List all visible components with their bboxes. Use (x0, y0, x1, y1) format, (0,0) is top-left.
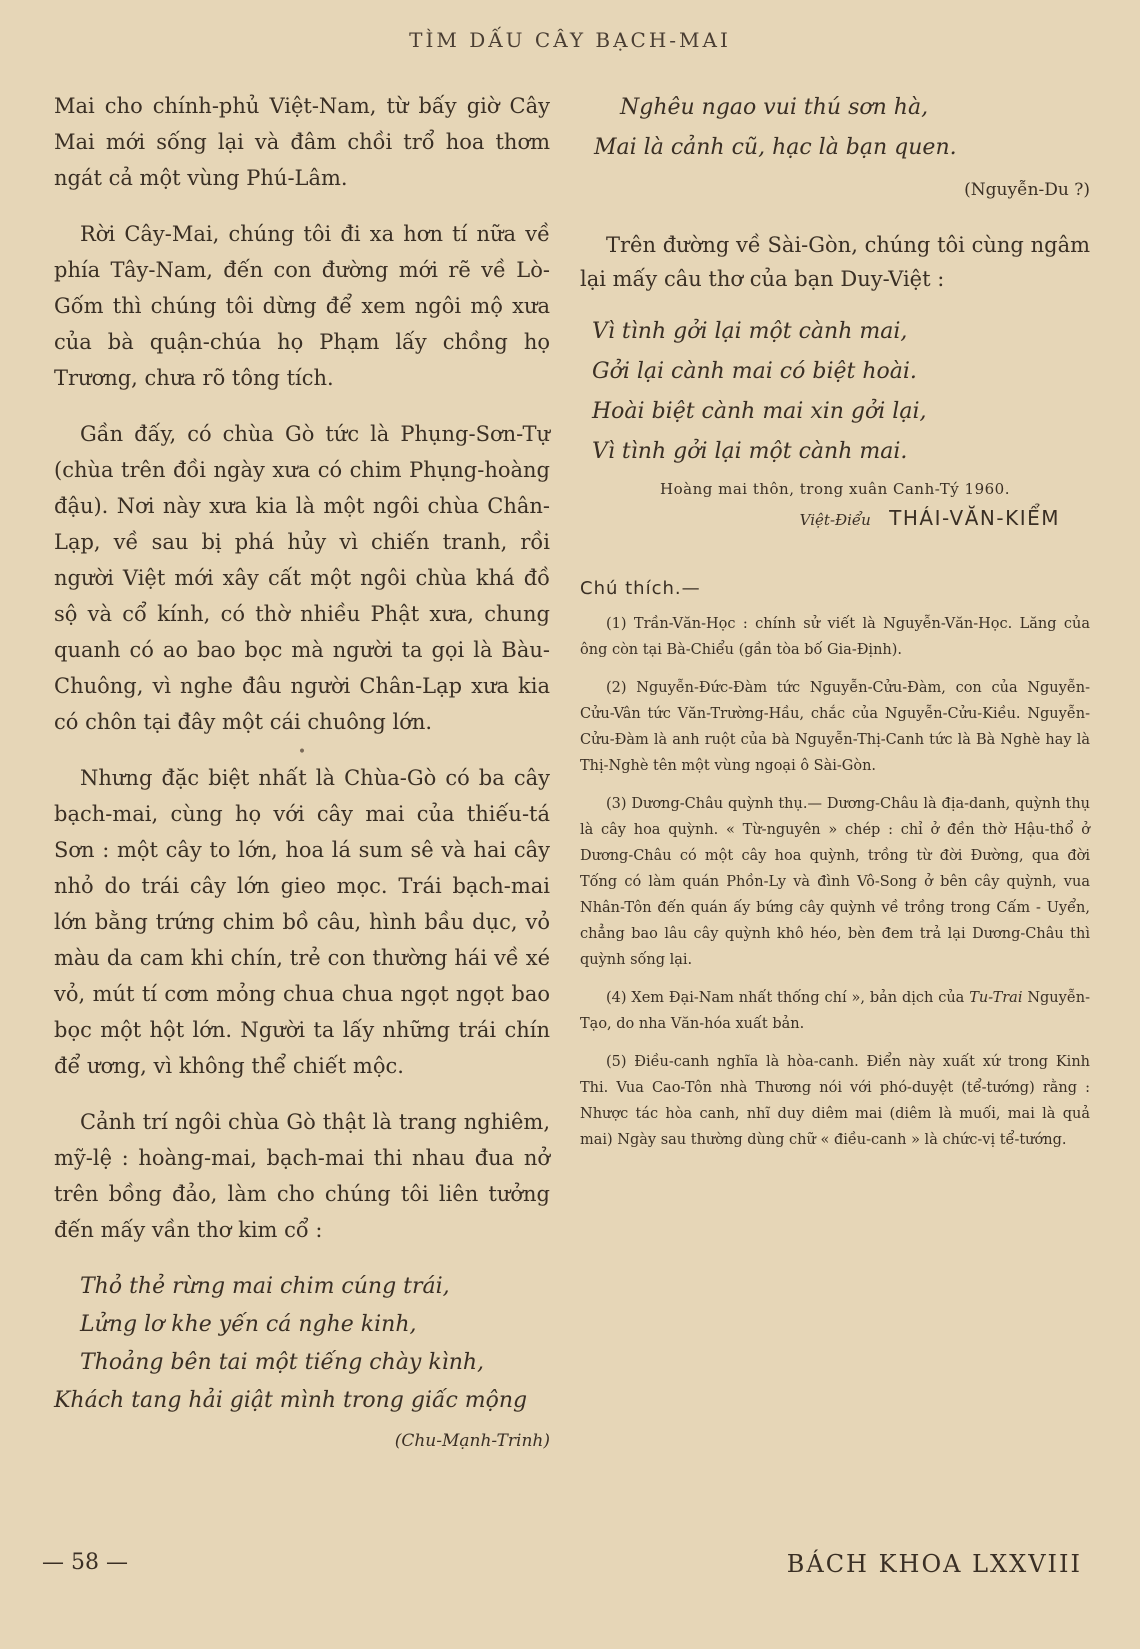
author-signature (580, 506, 1060, 530)
page-number: — 58 — (42, 1550, 128, 1575)
notes-heading: Chú thích.— (580, 578, 701, 599)
pen-name: Việt-Điểu (799, 511, 871, 529)
separator-dot: • (297, 744, 307, 760)
paragraph: Cảnh trí ngôi chùa Gò thật là trang nghiêm, mỹ-lệ : hoàng-mai, bạch-mai thi nhau đua nở trên bồng đảo, làm cho chúng tôi liên tưởng đến mấy vần thơ kim cổ : (54, 1110, 550, 1242)
poem-quote (580, 312, 1090, 472)
footnote-text: (4) Xem Đại-Nam nhất thống chí », bản dịch của (606, 990, 970, 1006)
footnote-italic: Tu-Trai (969, 990, 1023, 1006)
paragraph: Mai cho chính-phủ Việt-Nam, từ bấy giờ Cây Mai mới sống lại và đâm chồi trổ hoa thơm ngát cả một vùng Phú-Lâm. (54, 94, 550, 190)
journal-title: BÁCH KHOA LXXVIII (786, 1550, 1082, 1578)
poem-line: Vì tình gởi lại một cành mai. (592, 439, 908, 464)
poem-line: Thỏ thẻ rừng mai chim cúng trái, (80, 1274, 450, 1299)
right-column (580, 88, 1090, 1165)
poem-quote (54, 1268, 550, 1460)
paragraph: Trên đường về Sài-Gòn, chúng tôi cùng ngâm lại mấy câu thơ của bạn Duy-Việt : (580, 233, 1090, 291)
footnote (580, 985, 1090, 1037)
paragraph: Rời Cây-Mai, chúng tôi đi xa hơn tí nữa về phía Tây-Nam, đến con đường mới rẽ về Lò-Gốm thì chúng tôi dừng để xem ngôi mộ xưa của bà quận-chúa họ Phạm lấy chồng họ Trương, chưa rõ tông tích. (54, 222, 550, 390)
poem-line: Gởi lại cành mai có biệt hoài. (592, 359, 917, 384)
running-head: TÌM DẤU CÂY BẠCH-MAI (409, 28, 731, 52)
poem-line: Mai là cảnh cũ, hạc là bạn quen. (594, 135, 957, 160)
footnote: (2) Nguyễn-Đức-Đàm tức Nguyễn-Cửu-Đàm, con của Nguyễn-Cửu-Vân tức Văn-Trường-Hầu, chắc của Nguyễn-Cửu-Kiều. Nguyễn-Cửu-Đàm là anh ruột của bà Nguyễn-Thị-Canh tức là Bà Nghè hay là Thị-Nghè tên một vùng ngoại ô Sài-Gòn. (580, 680, 1090, 774)
footnote: (5) Điều-canh nghĩa là hòa-canh. Điển này xuất xứ trong Kinh Thi. Vua Cao-Tôn nhà Thương nói với phó-duyệt (tể-tướng) rằng : Nhược tác hòa canh, nhĩ duy diêm mai (diêm là muối, mai là quả mai) Ngày sau thường dùng chữ « điều-canh » là chức-vị tể-tướng. (580, 1054, 1090, 1148)
author-name: THÁI-VĂN-KIỂM (889, 506, 1060, 530)
footnote-text: Nguyễn-Tạo, do nha Văn-hóa xuất bản. (580, 990, 1090, 1032)
footnote: (3) Dương-Châu quỳnh thụ.— Dương-Châu là địa-danh, quỳnh thụ là cây hoa quỳnh. « Từ-nguyên » chép : chỉ ở đền thờ Hậu-thổ ở Dương-Châu có một cây hoa quỳnh, trồng từ đời Đường, qua đời Tống có làm quán Phồn-Ly và đình Vô-Song ở bên cây quỳnh, vua Nhân-Tôn đến quán ấy bứng cây quỳnh về trồng trong Cấm - Uyển, chẳng bao lâu cây quỳnh khô héo, bèn đem trả lại Dương-Châu thì quỳnh sống lại. (580, 796, 1090, 968)
poem-attribution: (Nguyễn-Du ?) (964, 180, 1090, 200)
paragraph: Nhưng đặc biệt nhất là Chùa-Gò có ba cây bạch-mai, cùng họ với cây mai của thiếu-tá Sơn : một cây to lớn, hoa lá sum sê và hai cây nhỏ do trái cây lớn gieo mọc. Trái bạch-mai lớn bằng trứng chim bồ câu, hình bầu dục, vỏ màu da cam khi chín, trẻ con thường hái về xé vỏ, mút tí cơm mỏng chua chua ngọt ngọt bao bọc một hột lớn. Người ta lấy những trái chín để ương, vì không thể chiết mộc. (54, 766, 550, 1078)
poem-attribution: (Chu-Mạnh-Trinh) (394, 1431, 550, 1451)
left-column (54, 88, 550, 1460)
footnote: (1) Trần-Văn-Học : chính sử viết là Nguyễn-Văn-Học. Lăng của ông còn tại Bà-Chiểu (gần tòa bố Gia-Định). (580, 616, 1090, 658)
poem-line: Thoảng bên tai một tiếng chày kình, (80, 1350, 485, 1375)
poem-line: Hoài biệt cành mai xin gởi lại, (592, 399, 927, 424)
poem-line: Nghêu ngao vui thú sơn hà, (620, 95, 929, 120)
poem-line: Vì tình gởi lại một cành mai, (592, 319, 908, 344)
poem-line: Khách tang hải giật mình trong giấc mộng (54, 1388, 528, 1413)
paragraph: Gần đấy, có chùa Gò tức là Phụng-Sơn-Tự (chùa trên đồi ngày xưa có chim Phụng-hoàng đậu). Nơi này xưa kia là một ngôi chùa Chân-Lạp, về sau bị phá hủy vì chiến tranh, rồi người Việt mới xây cất một ngôi chùa khá đồ sộ và cổ kính, có thờ nhiều Phật xưa, chung quanh có ao bao bọc mà người ta gọi là Bàu-Chuông, vì nghe đâu người Chân-Lạp xưa kia có chôn tại đây một cái chuông lớn. (54, 422, 550, 734)
poem-quote (580, 88, 1090, 210)
poem-line: Lửng lơ khe yến cá nghe kinh, (80, 1312, 417, 1337)
signature-date: Hoàng mai thôn, trong xuân Canh-Tý 1960. (660, 480, 1010, 498)
